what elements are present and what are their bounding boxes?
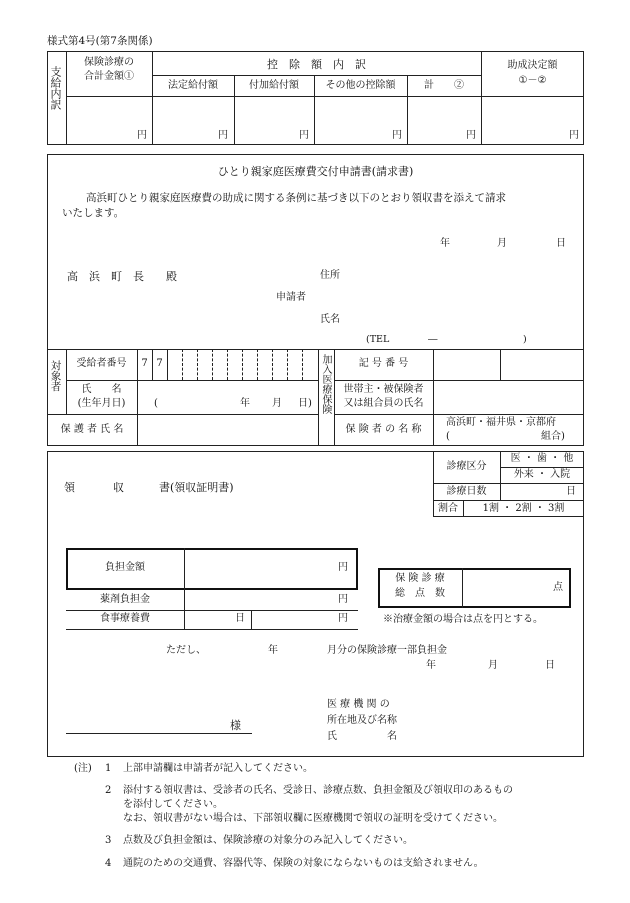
insurer-value-close: 組合) bbox=[541, 431, 565, 442]
notes-head: (注) bbox=[74, 763, 92, 774]
other-deduction-header: その他の控除額 bbox=[325, 80, 396, 91]
note-2-cont-2: なお、領収書がない場合は、下部領収欄に医療機関で領収の証明を受けてください。 bbox=[123, 813, 503, 824]
receipt-date-day: 日 bbox=[545, 660, 555, 671]
decision-formula: ①－② bbox=[518, 75, 547, 86]
name-field-label: 氏 名 bbox=[81, 384, 122, 395]
note-number: 1 bbox=[105, 763, 112, 774]
ratio-options: 1割 ・ 2割 ・ 3割 bbox=[482, 503, 565, 514]
date-day: 日 bbox=[556, 238, 566, 249]
points-unit: 点 bbox=[553, 582, 563, 593]
note-2-cont: を添付してください。 bbox=[123, 799, 223, 810]
note-3: 点数及び負担金額は、保険診療の対象分のみ記入してください。 bbox=[123, 835, 413, 846]
applicant-label: 申請者 bbox=[276, 292, 306, 303]
drug-copay-yen: 円 bbox=[338, 594, 348, 605]
insurance-side-label: 加入医療保険 bbox=[320, 354, 331, 414]
proviso-month: 月分の保険診療一部負担金 bbox=[327, 645, 447, 656]
category-option: 医 ・ 歯 ・ 他 bbox=[510, 453, 574, 464]
receipt-date-month: 月 bbox=[488, 660, 498, 671]
receipt-title-char: 収 bbox=[113, 481, 124, 494]
note-number: 3 bbox=[105, 835, 112, 846]
recipient-digit: 7 bbox=[141, 358, 148, 369]
note-2: 添付する領収書は、受診者の氏名、受診日、診療点数、負担金額及び領収印のあるもの bbox=[123, 785, 513, 796]
insurer-value-open: ( bbox=[446, 431, 450, 442]
addressee: 高 浜 町 長 殿 bbox=[67, 270, 177, 283]
days-label: 診療日数 bbox=[446, 486, 487, 497]
sama-label: 様 bbox=[230, 719, 241, 732]
insurer-label: 保 険 者 の 名 称 bbox=[345, 424, 422, 435]
meal-day-unit: 日 bbox=[235, 613, 245, 624]
copay-yen: 円 bbox=[338, 562, 348, 573]
meal-cost-label: 食事療養費 bbox=[100, 613, 150, 624]
holder-label-2: 又は組合員の氏名 bbox=[343, 398, 424, 409]
subtotal-header: 計 ② bbox=[424, 80, 464, 91]
note-number: 4 bbox=[105, 858, 112, 869]
statutory-benefit-header: 法定給付額 bbox=[168, 80, 218, 91]
drug-copay-label: 薬剤負担金 bbox=[100, 594, 150, 605]
yen-unit: 円 bbox=[569, 130, 579, 141]
yen-unit: 円 bbox=[299, 130, 309, 141]
insurer-value: 高浜町・福井県・京都府 bbox=[446, 417, 556, 428]
birth-year: 年 bbox=[240, 398, 250, 409]
note-4: 通院のための交通費、容器代等、保険の対象にならないものは支給されません。 bbox=[123, 858, 484, 869]
birth-day: 日) bbox=[298, 398, 312, 409]
proviso-year: 年 bbox=[268, 645, 278, 656]
insurance-total-label: 保険診療の bbox=[84, 57, 134, 68]
receipt-title: 書(領収証明書) bbox=[159, 481, 234, 494]
holder-label: 世帯主・被保険者 bbox=[343, 384, 424, 395]
symbol-number-label: 記 号 番 号 bbox=[358, 358, 409, 369]
yen-unit: 円 bbox=[466, 130, 476, 141]
tel-dash: ― bbox=[428, 334, 438, 345]
category-option-2: 外来 ・ 入院 bbox=[513, 469, 571, 480]
deduction-header: 控 除 額 内 訳 bbox=[267, 58, 366, 71]
additional-benefit-header: 付加給付額 bbox=[249, 80, 299, 91]
ratio-label: 割合 bbox=[438, 503, 458, 514]
institution-name-label: 氏 名 bbox=[327, 731, 397, 742]
yen-unit: 円 bbox=[218, 130, 228, 141]
application-title: ひとり親家庭医療費交付申請書(請求書) bbox=[217, 165, 414, 178]
institution-label: 医 療 機 関 の bbox=[327, 699, 390, 710]
yen-unit: 円 bbox=[392, 130, 402, 141]
application-body: 高浜町ひとり親家庭医療費の助成に関する条例に基づき以下のとおり領収書を添えて請求 bbox=[86, 192, 506, 204]
recipient-digit: 7 bbox=[156, 358, 163, 369]
decision-amount-header: 助成決定額 bbox=[507, 60, 558, 71]
application-body-2: いたします。 bbox=[62, 207, 125, 219]
name-label: 氏名 bbox=[320, 314, 340, 325]
date-month: 月 bbox=[497, 238, 507, 249]
note-number: 2 bbox=[105, 785, 112, 796]
points-label-2: 総 点 数 bbox=[395, 588, 445, 599]
meal-cost-yen: 円 bbox=[338, 613, 348, 624]
points-label: 保 険 診 療 bbox=[395, 573, 445, 584]
date-year: 年 bbox=[440, 238, 450, 249]
receipt-date-year: 年 bbox=[426, 660, 436, 671]
proviso-label: ただし、 bbox=[166, 645, 206, 656]
yen-unit: 円 bbox=[137, 130, 147, 141]
days-unit: 日 bbox=[566, 486, 576, 497]
recipient-number-label: 受給者番号 bbox=[76, 358, 127, 369]
insurance-total-label-2: 合計金額① bbox=[84, 71, 134, 82]
copay-label: 負担金額 bbox=[105, 562, 145, 573]
birthdate-label: (生年月日) bbox=[77, 398, 126, 409]
address-label: 住所 bbox=[320, 270, 340, 281]
target-side-label: 対象者 bbox=[49, 360, 62, 392]
note-1: 上部申請欄は申請者が記入してください。 bbox=[123, 763, 313, 774]
receipt-title-char: 領 bbox=[64, 481, 75, 494]
payment-side-label: 支給内訳 bbox=[49, 66, 62, 110]
tel-close: ) bbox=[523, 334, 527, 345]
form-number: 様式第4号(第7条関係) bbox=[47, 35, 153, 47]
category-label: 診療区分 bbox=[446, 461, 487, 472]
birth-open: ( bbox=[154, 398, 158, 409]
points-note: ※治療金額の場合は点を円とする。 bbox=[383, 614, 543, 625]
tel-label: (TEL bbox=[366, 334, 390, 345]
institution-label-2: 所在地及び名称 bbox=[327, 715, 397, 726]
guardian-label: 保 護 者 氏 名 bbox=[60, 424, 124, 435]
birth-month: 月 bbox=[272, 398, 282, 409]
